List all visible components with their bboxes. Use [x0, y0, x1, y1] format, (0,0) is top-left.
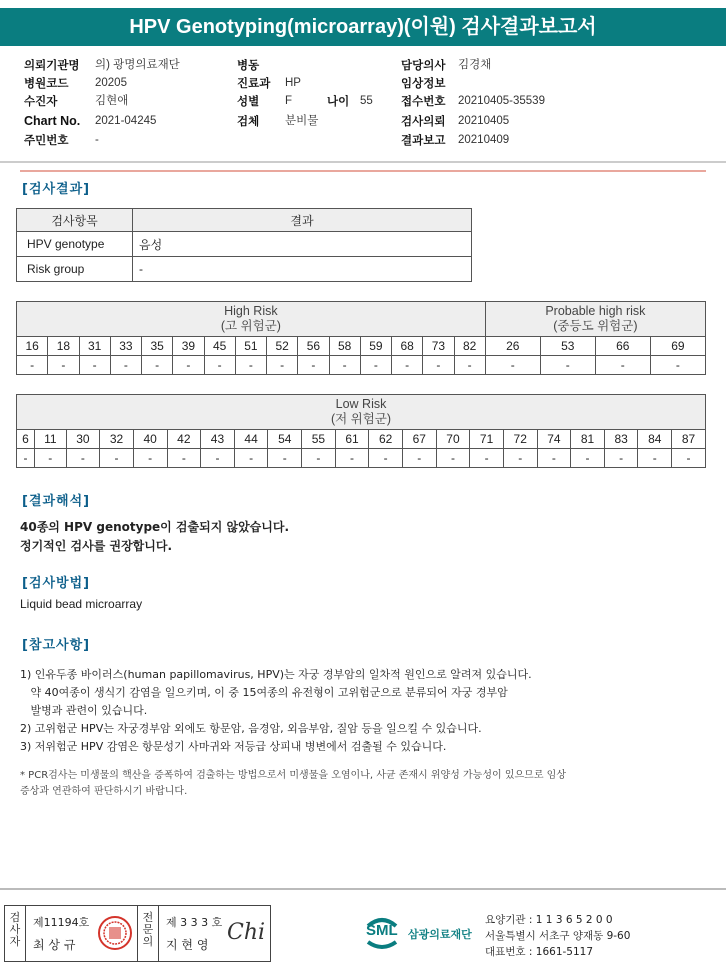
hpv-type-cell: 39 [173, 337, 204, 356]
hpv-type-cell: 66 [595, 337, 650, 356]
hpv-result-cell: - [142, 356, 173, 375]
patient-info-block [0, 52, 726, 160]
hpv-result-cell: - [100, 449, 134, 468]
receipt-value: 20210405-35539 [458, 95, 545, 107]
id-value: - [95, 134, 99, 146]
hpv-type-cell: 18 [48, 337, 79, 356]
pcr-note-line: * PCR검사는 미생물의 핵산을 증폭하여 검출하는 방법으로서 미생물을 오염이나, 사균 존재시 위양성 가능성이 있으므로 임상 [20, 770, 566, 781]
table-row [17, 232, 472, 257]
specialist-name: 지 현 영 [166, 938, 209, 952]
examiner-name: 최 상 규 [33, 938, 76, 952]
header-divider [0, 161, 726, 163]
hpv-type-cell: 67 [402, 430, 436, 449]
hpv-type-cell: 62 [369, 430, 403, 449]
hpv-result-cell: - [79, 356, 110, 375]
phone: 대표번호 : 1661-5117 [485, 946, 594, 958]
section-divider [20, 170, 706, 172]
age-label: 나이 [327, 94, 350, 108]
hpv-type-cell: 43 [201, 430, 235, 449]
interpretation-line: 40종의 HPV genotype이 검출되지 않았습니다. [20, 520, 290, 534]
note-line: 3) 저위험군 HPV 감염은 항문성기 사마귀와 저등급 상피내 병변에서 검출될 수 있습니다. [20, 740, 447, 753]
hpv-result-cell: - [329, 356, 360, 375]
org-name: 삼광의료재단 [408, 928, 472, 941]
address: 서울특별시 서초구 양재동 9-60 [485, 930, 631, 942]
hpv-type-cell: 55 [302, 430, 336, 449]
hpv-result-cell: - [470, 449, 504, 468]
hpv-result-cell: - [298, 356, 329, 375]
hpv-type-cell: 58 [329, 337, 360, 356]
hpv-type-cell: 56 [298, 337, 329, 356]
org-value: 의) 광명의료재단 [95, 59, 180, 71]
hpv-result-cell: - [66, 449, 100, 468]
low-risk-subtitle: (저 위험군) [330, 412, 392, 426]
hpv-type-cell: 45 [204, 337, 235, 356]
hpv-result-cell: - [672, 449, 706, 468]
high-risk-title: High Risk [224, 304, 278, 318]
probable-risk-header [485, 302, 705, 337]
hpv-type-cell: 52 [267, 337, 298, 356]
results-value: - [133, 257, 472, 282]
hpv-type-cell: 40 [133, 430, 167, 449]
specimen-label: 검체 [237, 114, 260, 128]
note-line: 약 40여종이 생식기 감염을 일으키며, 이 중 15여종의 유전형이 고위험군으로 분류되어 자궁 경부암 [20, 686, 508, 699]
hpv-type-cell: 59 [360, 337, 391, 356]
hpv-result-cell: - [540, 356, 595, 375]
low-risk-types-row [17, 430, 706, 449]
hpv-type-cell: 70 [436, 430, 470, 449]
hpv-result-cell: - [17, 356, 48, 375]
results-header-result: 결과 [133, 209, 472, 232]
hpv-type-cell: 69 [650, 337, 705, 356]
note-line: 2) 고위험군 HPV는 자궁경부암 외에도 항문암, 음경암, 외음부암, 질암 등을 일으킬 수 있습니다. [20, 722, 482, 735]
results-item: HPV genotype [17, 232, 133, 257]
hpv-result-cell: - [638, 449, 672, 468]
dept-label: 진료과 [237, 76, 271, 90]
interpretation-line: 정기적인 검사를 권장합니다. [20, 539, 173, 553]
results-item: Risk group [17, 257, 133, 282]
hpv-result-cell: - [335, 449, 369, 468]
hpv-type-cell: 42 [167, 430, 201, 449]
hpv-type-cell: 61 [335, 430, 369, 449]
footer-divider [0, 888, 726, 890]
hpv-result-cell: - [604, 449, 638, 468]
report-title: HPV Genotyping(microarray)(이원) 검사결과보고서 [0, 8, 726, 46]
high-risk-values-row [17, 356, 706, 375]
hpv-result-cell: - [650, 356, 705, 375]
hpv-result-cell: - [235, 356, 266, 375]
high-risk-subtitle: (고 위험군) [220, 319, 281, 333]
hpv-type-cell: 31 [79, 337, 110, 356]
doctor-label: 담당의사 [401, 58, 446, 72]
low-risk-header [17, 395, 706, 430]
age-value: 55 [360, 95, 373, 107]
specimen-value: 분비물 [285, 115, 319, 127]
sml-logo-text: SML [366, 922, 398, 939]
ward-label: 병동 [237, 58, 260, 72]
hpv-result-cell: - [167, 449, 201, 468]
hpv-type-cell: 51 [235, 337, 266, 356]
org-label: 의뢰기관명 [24, 58, 80, 72]
hpv-type-cell: 81 [571, 430, 605, 449]
low-risk-table [16, 394, 706, 468]
low-risk-title: Low Risk [335, 397, 387, 411]
hpv-result-cell: - [302, 449, 336, 468]
hpv-type-cell: 82 [454, 337, 485, 356]
hpv-result-cell: - [503, 449, 537, 468]
sex-value: F [285, 95, 293, 107]
hpv-type-cell: 74 [537, 430, 571, 449]
report-label: 결과보고 [401, 133, 446, 147]
sex-label: 성별 [237, 94, 260, 108]
low-risk-values-row [17, 449, 706, 468]
hpv-result-cell: - [173, 356, 204, 375]
hpv-type-cell: 84 [638, 430, 672, 449]
pcr-note-line: 증상과 연관하여 판단하시기 바랍니다. [20, 786, 188, 797]
hpv-type-cell: 53 [540, 337, 595, 356]
dept-value: HP [285, 77, 301, 89]
hpv-type-cell: 26 [485, 337, 540, 356]
hpv-result-cell: - [234, 449, 268, 468]
signature-box [4, 905, 271, 962]
request-label: 검사의뢰 [401, 114, 446, 128]
hospcode-value: 20205 [95, 77, 127, 89]
hpv-type-cell: 44 [234, 430, 268, 449]
hpv-type-cell: 54 [268, 430, 302, 449]
patient-label: 수진자 [24, 94, 58, 108]
results-table [16, 208, 472, 282]
hpv-type-cell: 16 [17, 337, 48, 356]
examiner-license: 제11194호 [33, 916, 90, 929]
high-risk-header [17, 302, 486, 337]
hpv-result-cell: - [360, 356, 391, 375]
specialist-label: 전문의 [142, 911, 154, 948]
table-row [17, 257, 472, 282]
hpv-result-cell: - [110, 356, 141, 375]
results-header-item: 검사항목 [17, 209, 133, 232]
hpv-result-cell: - [402, 449, 436, 468]
probable-risk-subtitle: (중등도 위험군) [553, 319, 638, 333]
hpv-type-cell: 35 [142, 337, 173, 356]
agency-number: 요양기관 : 1 1 3 6 5 2 0 0 [485, 914, 613, 926]
hpv-result-cell: - [267, 356, 298, 375]
hpv-result-cell: - [595, 356, 650, 375]
hpv-type-cell: 71 [470, 430, 504, 449]
examiner-label: 검사자 [9, 911, 21, 948]
hpv-result-cell: - [268, 449, 302, 468]
hpv-result-cell: - [133, 449, 167, 468]
signature: Chi [227, 920, 266, 945]
hpv-type-cell: 33 [110, 337, 141, 356]
hpv-type-cell: 6 [17, 430, 35, 449]
note-line: 발병과 관련이 있습니다. [20, 704, 148, 717]
hpv-result-cell: - [35, 449, 67, 468]
hpv-result-cell: - [571, 449, 605, 468]
results-section-title: [검사결과] [22, 182, 91, 197]
hpv-result-cell: - [369, 449, 403, 468]
request-value: 20210405 [458, 115, 510, 127]
hpv-result-cell: - [201, 449, 235, 468]
hpv-result-cell: - [48, 356, 79, 375]
hospcode-label: 병원코드 [24, 76, 69, 90]
receipt-label: 접수번호 [401, 94, 446, 108]
hpv-type-cell: 87 [672, 430, 706, 449]
signbox-divider [158, 906, 159, 961]
hpv-type-cell: 73 [423, 337, 454, 356]
notes-section-title: [참고사항] [22, 638, 91, 653]
chart-value: 2021-04245 [95, 115, 157, 127]
hpv-result-cell: - [204, 356, 235, 375]
doctor-value: 김경채 [458, 59, 492, 71]
hpv-type-cell: 30 [66, 430, 100, 449]
hpv-type-cell: 11 [35, 430, 67, 449]
report-value: 20210409 [458, 134, 510, 146]
hpv-result-cell: - [392, 356, 423, 375]
hpv-result-cell: - [436, 449, 470, 468]
probable-risk-title: Probable high risk [545, 304, 646, 318]
signbox-divider [137, 906, 138, 961]
hpv-type-cell: 32 [100, 430, 134, 449]
method-text: Liquid bead microarray [20, 597, 143, 611]
chart-label: Chart No. [24, 114, 81, 128]
hpv-type-cell: 72 [503, 430, 537, 449]
id-label: 주민번호 [24, 133, 69, 147]
hpv-result-cell: - [537, 449, 571, 468]
note-line: 1) 인유두종 바이러스(human papillomavirus, HPV)는 자궁 경부암의 일차적 원인으로 알려져 있습니다. [20, 668, 532, 681]
high-risk-types-row [17, 337, 706, 356]
patient-value: 김현애 [95, 95, 129, 107]
signbox-divider [25, 906, 26, 961]
clinical-label: 임상정보 [401, 76, 446, 90]
hpv-result-cell: - [485, 356, 540, 375]
hpv-type-cell: 68 [392, 337, 423, 356]
method-section-title: [검사방법] [22, 576, 91, 591]
results-value: 음성 [133, 232, 472, 257]
hpv-type-cell: 83 [604, 430, 638, 449]
hpv-result-cell: - [17, 449, 35, 468]
hpv-result-cell: - [454, 356, 485, 375]
hpv-result-cell: - [423, 356, 454, 375]
interpretation-section-title: [결과해석] [22, 494, 91, 509]
high-risk-table [16, 301, 706, 375]
seal-stamp-icon [97, 914, 133, 952]
specialist-license: 제 3 3 3 호 [166, 916, 223, 929]
